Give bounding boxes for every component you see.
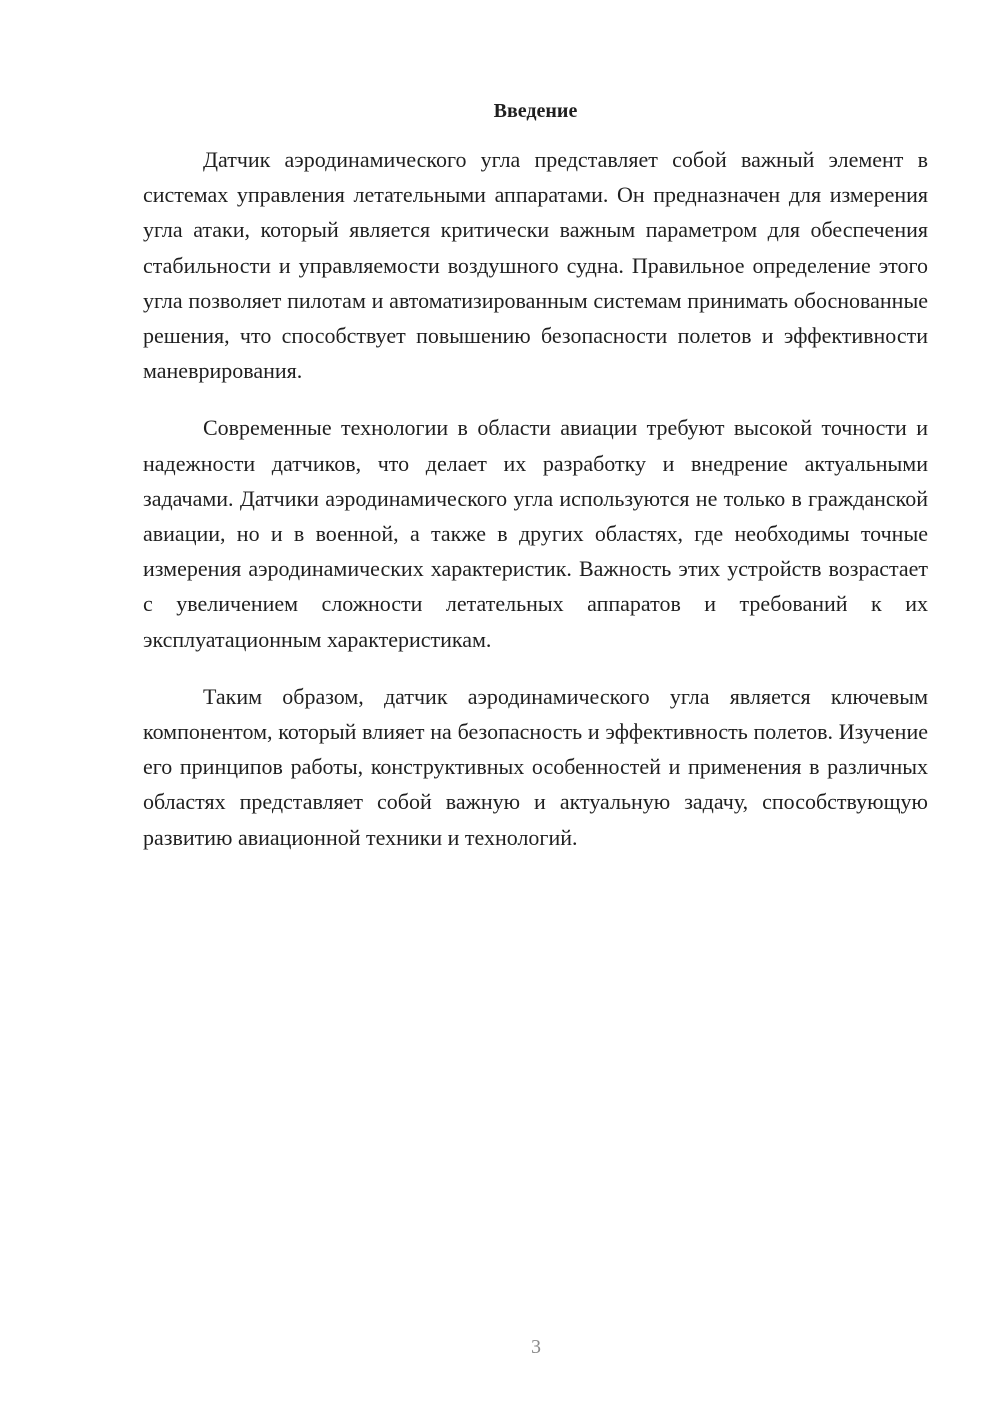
page-number: 3 <box>531 1336 541 1358</box>
body-text <box>143 142 928 855</box>
section-heading: Введение <box>493 100 578 122</box>
paragraph-2: Современные технологии в области авиации требуют высокой точности и надежности датчиков, что делает их разработку и внедрение актуальными задачами. Датчики аэродинамического угла используются не только в гражданской авиации, но и в военной, а также в других областях, где необходимы точные измерения аэродинамических характеристик. Важность этих устройств возрастает с увеличением сложности летательных аппаратов и требований к их эксплуатационным характеристикам. <box>143 415 928 652</box>
paragraph-1: Датчик аэродинамического угла представляет собой важный элемент в системах управления летательными аппаратами. Он предназначен для измерения угла атаки, который является критически важным параметром для обеспечения стабильности и управляемости воздушного судна. Правильное определение этого угла позволяет пилотам и автоматизированным системам принимать обоснованные решения, что способствует повышению безопасности полетов и эффективности маневрирования. <box>143 147 928 384</box>
paragraph-3: Таким образом, датчик аэродинамического угла является ключевым компонентом, который влияет на безопасность и эффективность полетов. Изучение его принципов работы, конструктивных особенностей и применения в различных областях представляет собой важную и актуальную задачу, способствующую развитию авиационной техники и технологий. <box>143 683 928 850</box>
